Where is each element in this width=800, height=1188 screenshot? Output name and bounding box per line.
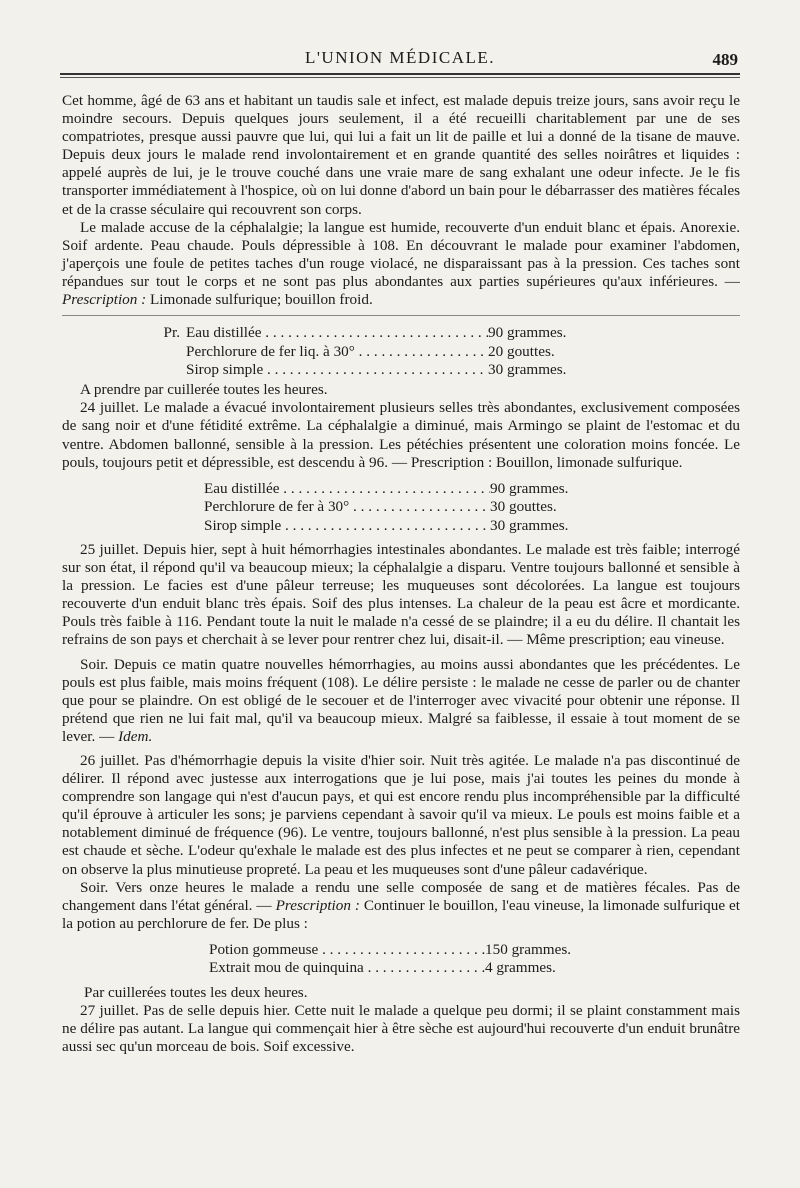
ingredient-qty: 30 grammes. <box>488 360 567 378</box>
page-number: 489 <box>712 50 738 69</box>
ingredient-qty: 4 grammes. <box>485 959 556 977</box>
header-rule-thin <box>60 77 740 78</box>
prescription-note: A prendre par cuillerée toutes les heures. <box>80 381 328 399</box>
running-header <box>60 46 740 70</box>
ingredient-qty: 20 gouttes. <box>488 342 555 360</box>
ingredient-name: Perchlorure de fer liq. à 30° . . . <box>186 343 488 361</box>
ingredient-name: Potion gommeuse . . . <box>209 941 485 959</box>
ingredient-name: Eau distillée . . . <box>186 324 488 342</box>
paragraph-intro: Cet homme, âgé de 63 ans et habitant un taudis sale et infect, est malade depuis treize jours, sans avoir reçu le moindre secours. Depuis quelques jours seulement, il a été recueilli charitablement par une de ses compatriotes, presque aussi pauvre que lui, qui lui a fait un lit de paille et lui a donné de la tisane de mauve. Depuis deux jours le malade rend involontairement et en grande quantité des selles noirâtres et liquides : appelé auprès de lui, je le trouve couché dans une vraie mare de sang exhalant une odeur infecte. Je le fis transporter immédiatement à l'hospice, où on lui donne d'abord un bain pour le débarrasser des matières fécales et de la crasse séculaire qui recouvrent son corps. <box>62 92 740 218</box>
paragraph-july-26: 26 juillet. Pas d'hémorrhagie depuis la visite d'hier soir. Nuit très agitée. Le malade n'a pas discontinué de délirer. Il répond avec justesse aux interrogations que je lui pose, mais j'ai toutes les peines du monde à comprendre son langage qui n'est d'aucun pays, et qui est encore rendu plus incompréhensible par la difficulté qu'il éprouve à articuler les sons; je parviens cependant à savoir qu'il va mieux. Le pouls est moins faible et a notablement diminué de fréquence (96). Le ventre, toujours ballonné, n'est plus sensible à la pression. La peau est chaude et sèche. L'odeur qu'exhale le malade est des plus infectes et ne peut se comparer à rien, cependant on observe la plus minutieuse propreté. La peau et les muqueuses sont d'une pâleur cadavérique. <box>62 751 740 878</box>
prescription-row <box>62 343 740 361</box>
ingredient-name: Extrait mou de quinquina . . . <box>209 959 485 977</box>
ingredient-name: Perchlorure de fer à 30° . . . <box>204 498 490 516</box>
paragraph-july-27: 27 juillet. Pas de selle depuis hier. Cette nuit le malade a quelque peu dormi; il se plaint constamment mais ne délire pas autant. La langue qui commençait hier à être sèche est aujourd'hui recouverte d'un enduit brunâtre aussi sec qu'un morceau de bois. Soif excessive. <box>62 1001 740 1055</box>
ingredient-name: Eau distillée . . . <box>204 480 490 498</box>
prescription-2 <box>62 480 740 535</box>
ingredient-qty: 30 grammes. <box>490 516 569 534</box>
paragraph-july-25-evening: Soir. Depuis ce matin quatre nouvelles hémorrhagies, au moins aussi abondantes que les précédentes. Le pouls est plus faible, mais moins fréquent (108). Le délire persiste : le malade ne cesse de parler ou de chanter que pour se plaindre. On est obligé de le secouer et de l'interroger avec vivacité pour obtenir une réponse. Il prétend que rien ne lui fait mal, qu'il va beaucoup mieux. Malgré sa faiblesse, il essaie à tout moment de se lever. — Idem. <box>62 655 740 745</box>
section-divider <box>62 315 740 316</box>
prescription-1 <box>62 324 740 379</box>
prescription-prefix: Pr. <box>163 324 180 342</box>
prescription-row <box>62 480 740 498</box>
journal-title: L'UNION MÉDICALE. <box>304 48 496 67</box>
ingredient-qty: 30 gouttes. <box>490 498 557 516</box>
prescription-row <box>62 517 740 535</box>
paragraph-july-25: 25 juillet. Depuis hier, sept à huit hémorrhagies intestinales abondantes. Le malade est très faible; interrogé sur son état, il répond qu'il va beaucoup mieux; la céphalalgie a disparu. Ventre toujours ballonné et sensible à la pression. Le facies est d'une pâleur terreuse; les muqueuses sont décolorées. La langue est toujours recouverte d'un enduit blanc très épais. Soif des plus intenses. La chaleur de la peau est âcre et mordicante. Pouls très faible à 116. Pendant toute la nuit le malade n'a cessé de se plaindre; il a eu du délire. Il chantait les refrains de son pays et cherchait à se lever pour rentrer chez lui, disait-il. — Même prescription; eau vineuse. <box>62 540 740 649</box>
ingredient-qty: 150 grammes. <box>485 940 572 958</box>
article-body <box>62 92 740 1056</box>
paragraph-july-24: 24 juillet. Le malade a évacué involontairement plusieurs selles très abondantes, exclusivement composées de sang noir et d'une fétidité extrême. La céphalalgie a diminué, mais Armingo se plaint de l'estomac et du ventre. Abdomen ballonné, sensible à la pression. Les pétéchies présentent une coloration moins foncée. Le pouls, toujours petit et dépressible, est descendu à 96. — Prescription : Bouillon, limonade sulfurique. <box>62 399 740 471</box>
prescription-row <box>62 498 740 516</box>
ingredient-qty: 90 grammes. <box>490 479 569 497</box>
header-rule <box>60 73 740 75</box>
ingredient-name: Sirop simple . . . <box>186 361 488 379</box>
paragraph-symptoms: Le malade accuse de la céphalalgie; la langue est humide, recouverte d'un enduit blanc et épais. Anorexie. Soif ardente. Peau chaude. Pouls dépressible à 108. En découvrant le malade pour examiner l'abdomen, j'aperçois une foule de petites taches d'un rouge violacé, ne disparaissant pas à la pression. Ces taches sont répandues sur tout le corps et ne sont pas plus abondantes aux parties supérieures qu'aux inférieures. — Prescription : Limonade sulfurique; bouillon froid. <box>62 218 740 309</box>
prescription-row <box>62 941 740 959</box>
ingredient-qty: 90 grammes. <box>488 324 567 342</box>
prescription-row <box>62 361 740 379</box>
ingredient-name: Sirop simple . . . <box>204 517 490 535</box>
prescription-3 <box>62 941 740 978</box>
prescription-row <box>62 324 740 342</box>
paragraph-july-26-evening: Soir. Vers onze heures le malade a rendu une selle composée de sang et de matières fécales. Pas de changement dans l'état général. — Prescription : Continuer le bouillon, l'eau vineuse, la limonade sulfurique et la potion au perchlorure de fer. De plus : <box>62 878 740 932</box>
dosage-note: Par cuillerées toutes les deux heures. <box>84 983 308 1001</box>
prescription-row <box>62 959 740 977</box>
